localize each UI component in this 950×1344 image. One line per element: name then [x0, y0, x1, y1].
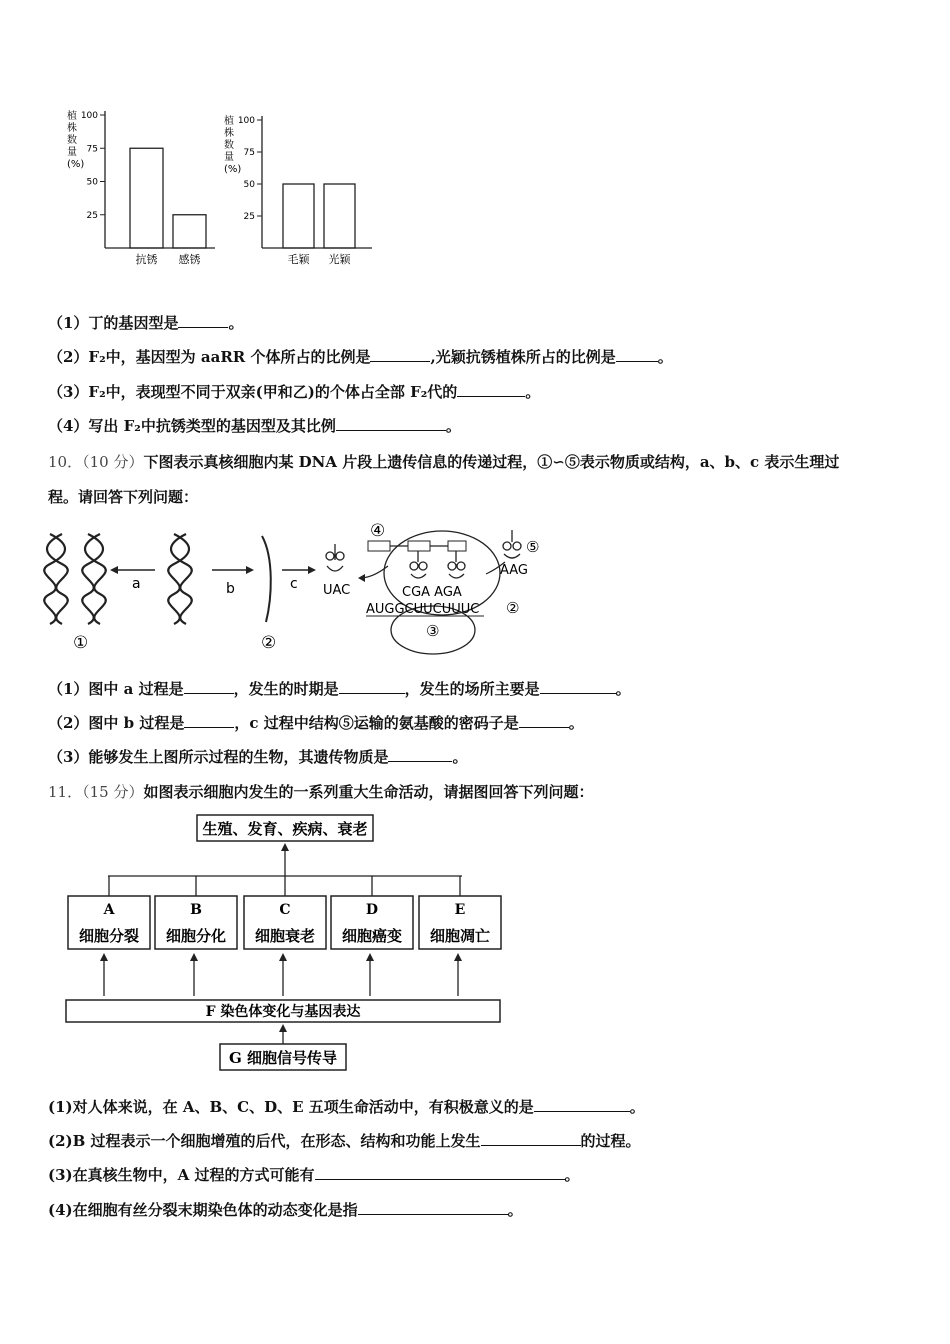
label-b: b — [226, 581, 235, 597]
q10-part3: （3）能够发生上图所示过程的生物，其遗传物质是 。 — [48, 748, 468, 766]
label-a: a — [132, 576, 141, 592]
arrow-b-head — [246, 566, 254, 574]
box-label: 细胞衰老 — [254, 927, 316, 945]
label-4: ④ — [370, 521, 386, 541]
y-tick-label: 25 — [243, 212, 255, 222]
arrow-a-head — [110, 566, 118, 574]
codon-uac: UAC — [323, 583, 351, 598]
q10-part2: （2）图中 b 过程是 ，c 过程中结构⑤运输的氨基酸的密码子是 。 — [48, 714, 584, 732]
y-tick-label: 75 — [243, 148, 255, 158]
bar-感锈 — [173, 215, 206, 248]
chart-disease-resistance — [67, 109, 215, 266]
q9-part1: （1）丁的基因型是 。 — [48, 314, 244, 332]
g-box-label: G 细胞信号传导 — [228, 1049, 338, 1067]
mrna-strand — [262, 536, 271, 622]
y-tick-label: 100 — [237, 116, 255, 126]
q11-part1: (1)对人体来说，在 A、B、C、D、E 五项生命活动中，有积极意义的是 。 — [48, 1098, 645, 1116]
bar-抗锈 — [130, 148, 163, 248]
q9-part4: （4）写出 F₂中抗锈类型的基因型及其比例 。 — [48, 417, 461, 435]
box-label: 细胞癌变 — [341, 927, 403, 945]
box-label: 细胞凋亡 — [429, 927, 491, 945]
label-3: ③ — [426, 622, 440, 640]
q10-stem: 10．（10 分）下图表示真核细胞内某 DNA 片段上遗传信息的传递过程，①∽⑤表示物质或结构，a、b、c 表示生理过 — [48, 453, 840, 471]
up-arrow — [366, 953, 374, 961]
trna-bound — [410, 551, 465, 578]
y-tick-label: 25 — [86, 210, 98, 221]
bar-charts — [0, 100, 420, 275]
y-axis-label: 植株数量(%) — [67, 111, 85, 170]
label-2-left: ② — [261, 633, 277, 653]
up-arrow — [100, 953, 108, 961]
codon-aag: AAG — [500, 563, 528, 578]
up-arrow — [454, 953, 462, 961]
x-tick-label: 感锈 — [178, 253, 201, 266]
label-2-right: ② — [506, 599, 520, 617]
box-letter: C — [279, 902, 291, 918]
box-letter: E — [454, 902, 466, 918]
mrna-sequence: AUGGCUUCUUUC — [366, 602, 480, 617]
q11-part2: (2)B 过程表示一个细胞增殖的后代，在形态、结构和功能上发生 的过程。 — [48, 1132, 641, 1150]
x-tick-label: 抗锈 — [135, 253, 158, 266]
dna-helix-middle — [168, 534, 192, 624]
y-tick-label: 75 — [86, 144, 98, 155]
codons-cga-aga: CGA AGA — [402, 585, 462, 600]
bar-光颖 — [324, 184, 355, 248]
label-1: ① — [73, 633, 89, 653]
f-box-label: F 染色体变化与基因表达 — [205, 1004, 361, 1020]
q9-part2: （2）F₂中，基因型为 aaRR 个体所占的比例是 ,光颖抗锈植株所占的比例是 。 — [48, 348, 673, 366]
y-tick-label: 50 — [243, 180, 255, 190]
top-box-label: 生殖、发育、疾病、衰老 — [202, 820, 368, 838]
trna-free-uac — [326, 544, 344, 571]
box-letter: A — [103, 902, 115, 918]
q10-stem-cont: 程。请回答下列问题： — [48, 488, 199, 506]
box-letter: D — [365, 902, 379, 918]
trna-incoming — [503, 530, 521, 558]
dna-helix-left — [44, 534, 106, 624]
q10-part1: （1）图中 a 过程是 ，发生的时期是 ，发生的场所主要是 。 — [48, 680, 631, 698]
life-activity-flowchart — [60, 812, 510, 1074]
y-tick-label: 100 — [80, 111, 98, 121]
activity-boxes — [68, 876, 501, 996]
bar-毛颖 — [283, 184, 314, 248]
box-label: 细胞分裂 — [78, 927, 140, 945]
arrow-c-head — [308, 566, 316, 574]
up-arrow — [190, 953, 198, 961]
box-letter: B — [190, 902, 202, 918]
x-tick-label: 毛颖 — [287, 253, 310, 266]
dna-transfer-diagram — [40, 518, 560, 660]
x-tick-label: 光颖 — [328, 253, 351, 266]
box-label: 细胞分化 — [165, 927, 227, 945]
q11-part3: (3)在真核生物中，A 过程的方式可能有 。 — [48, 1166, 580, 1184]
q9-part3: （3）F₂中，表现型不同于双亲(甲和乙)的个体占全部 F₂代的 。 — [48, 383, 541, 401]
label-c: c — [290, 576, 298, 592]
y-axis-label: 植株数量(%) — [224, 116, 242, 175]
amino-acid-chain — [368, 541, 390, 551]
chart-glume-hair — [224, 114, 372, 266]
q11-stem: 11．（15 分）如图表示细胞内发生的一系列重大生命活动，请据图回答下列问题： — [48, 783, 594, 801]
label-5: ⑤ — [526, 538, 540, 556]
q11-part4: (4)在细胞有丝分裂末期染色体的动态变化是指 。 — [48, 1201, 523, 1219]
up-arrow — [279, 953, 287, 961]
y-tick-label: 50 — [86, 177, 98, 188]
